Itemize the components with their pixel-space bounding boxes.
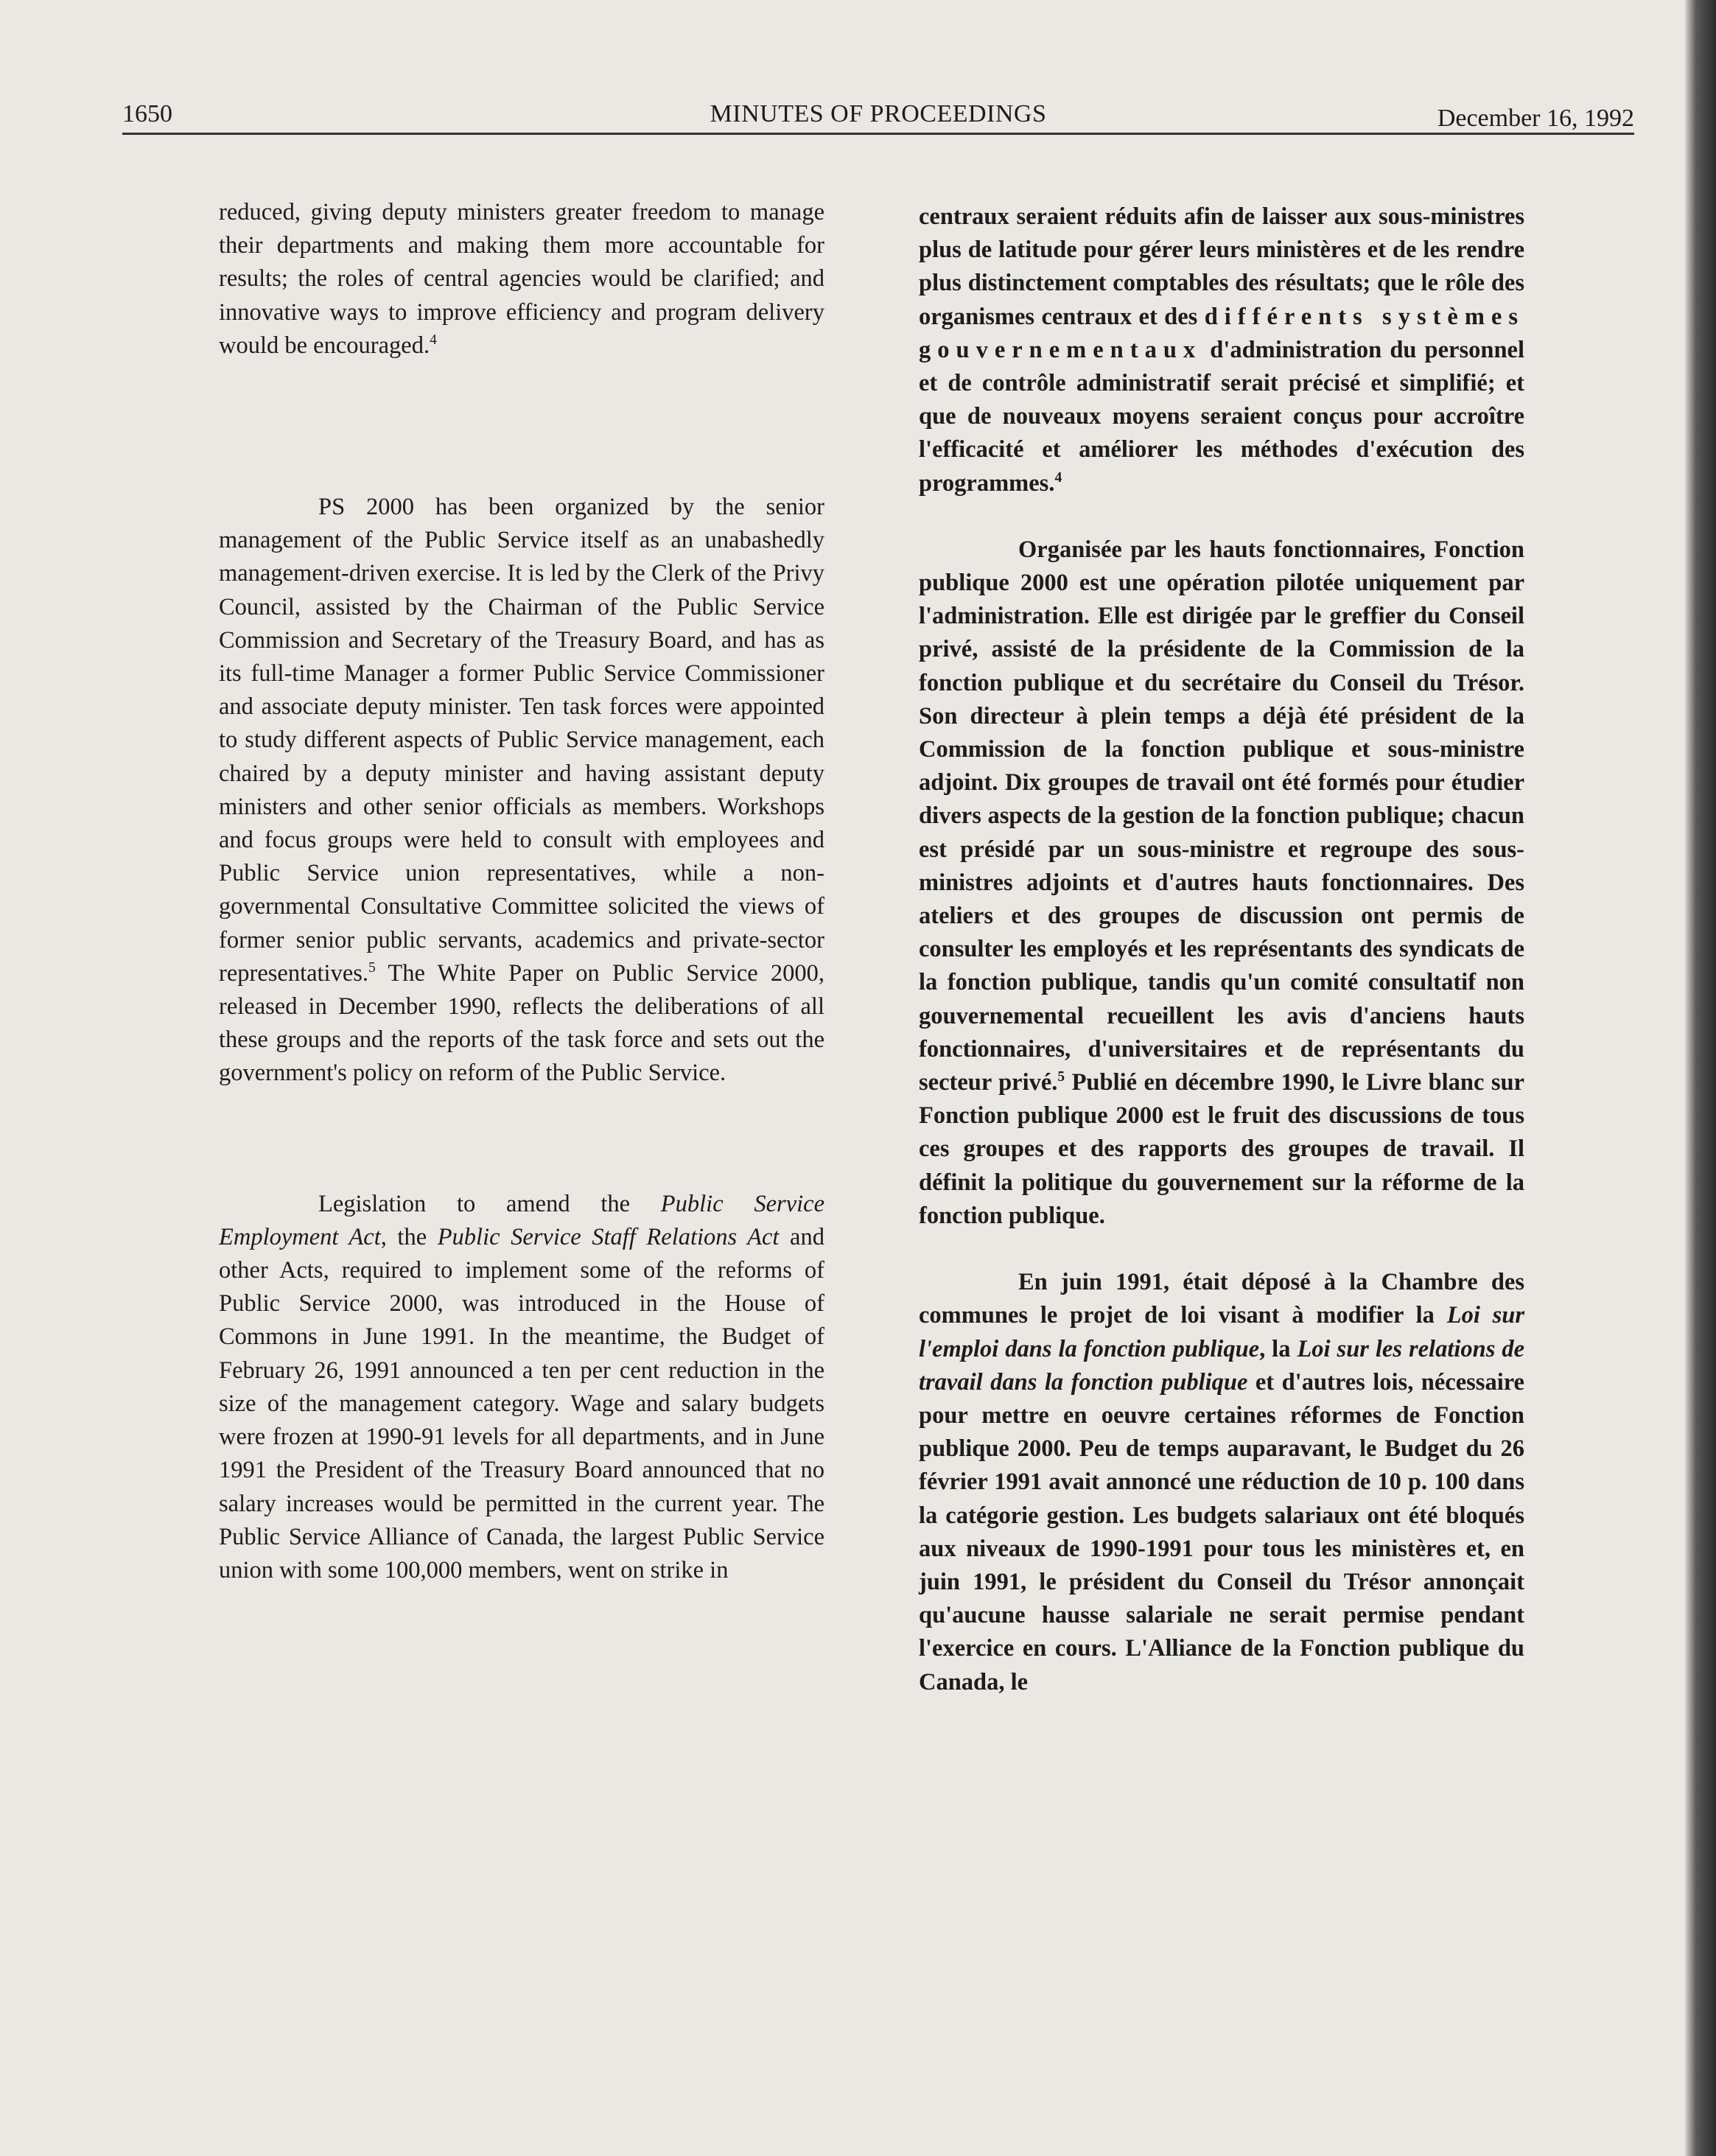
french-column (919, 200, 1524, 1699)
footnote-ref: 5 (1057, 1069, 1065, 1085)
english-paragraph-3: Legislation to amend the Public Service Employment Act, the Public Service Staff Relations Act and other Acts, required to implement some of the reforms of Public Service 2000, was introduced in the House of Commons in June 1991. In the meantime, the Budget of February 26, 1991 announced a ten per cent reduction in the size of the management category. Wage and salary budgets were frozen at 1990-91 levels for all departments, and in June 1991 the President of the Treasury Board announced that no salary increases would be permitted in the current year. The Public Service Alliance of Canada, the largest Public Service union with some 100,000 members, went on strike in (219, 1190, 824, 1583)
page-number: 1650 (122, 100, 172, 127)
paragraph-gap (219, 1091, 824, 1188)
act-title: Loi sur les relations de travail dans la fonction publique (919, 1335, 1525, 1396)
english-column (219, 196, 824, 1587)
header-date: December 16, 1992 (1437, 105, 1634, 132)
paragraph-gap (919, 500, 1524, 533)
act-title: Loi sur l'emploi dans la fonction publique (919, 1302, 1525, 1362)
french-paragraph-3: En juin 1991, était déposé à la Chambre des communes le projet de loi visant à modifier la Loi sur l'emploi dans la fonction publique, la Loi sur les relations de travail dans la fonction publique et d'autres lois, nécessaire pour mettre en oeuvre certaines réformes de Fonction publique 2000. Peu de temps auparavant, le Budget du 26 février 1991 avait annoncé une réduction de 10 p. 100 dans la catégorie gestion. Les budgets salariaux ont été bloqués aux niveaux de 1990-1991 pour tous les ministères et, en juin 1991, le président du Conseil du Trésor annonçait qu'aucune hausse salariale ne serait permise pendant l'exercice en cours. L'Alliance de la Fonction publique du Canada, le (919, 1269, 1525, 1695)
paragraph-gap (219, 363, 824, 491)
english-paragraph-1: reduced, giving deputy ministers greater freedom to manage their departments and making them more accountable for results; the roles of central agencies would be clarified; and innovative ways to improve efficiency and program delivery would be encouraged.$^4$ (219, 199, 824, 359)
french-paragraph-2: Organisée par les hauts fonctionnaires, Fonction publique 2000 est une opération pilotée uniquement par l'administration. Elle est dirigée par le greffier du Conseil privé, assisté de la présidente de la Commission de la fonction publique et du secrétaire du Conseil du Trésor. Son directeur à plein temps a déjà été président de la Commission de la fonction publique et sous-ministre adjoint. Dix groupes de travail ont été formés pour étudier divers aspects de la gestion de la fonction publique; chacun est présidé par un sous-ministre et regroupe des sous-ministres adjoints et d'autres hauts fonctionnaires. Des ateliers et des groupes de discussion ont permis de consulter les employés et les représentants des syndicats de la fonction publique, tandis qu'un comité consultatif non gouvernemental recueillent les avis d'anciens hauts fonctionnaires, d'universitaires et de représentants du secteur privé.$^5$ Publié en décembre 1990, le Livre blanc sur Fonction publique 2000 est le fruit des discussions de tous ces groupes et des rapports des groupes de travail. Il définit la politique du gouvernement sur la réforme de la fonction publique. (919, 536, 1524, 1229)
footnote-ref: 5 (368, 960, 376, 976)
act-title: Public Service Staff Relations Act (437, 1223, 780, 1250)
running-title: MINUTES OF PROCEEDINGS (710, 100, 1047, 127)
footnote-ref: 4 (1054, 469, 1062, 486)
footnote-ref: 4 (430, 332, 437, 348)
page-edge-shadow (1685, 0, 1716, 2156)
french-paragraph-1: centraux seraient réduits afin de laisser aux sous-ministres plus de latitude pour gérer leurs ministères et de les rendre plus distinctement comptables des résultats; que le rôle des organismes centraux et des différents systèmes gouvernementaux d'administration du personnel et de contrôle administratif serait précisé et simplifié; et que de nouveaux moyens seraient conçus pour accroître l'efficacité et améliorer les méthodes d'exécution des programmes.$^4$ (919, 203, 1524, 497)
page-header (122, 100, 1634, 136)
paragraph-gap (919, 1233, 1524, 1266)
header-rule (122, 133, 1634, 135)
english-paragraph-2: PS 2000 has been organized by the senior management of the Public Service itself as an unabashedly management-driven exercise. It is led by the Clerk of the Privy Council, assisted by the Chairman of the Public Service Commission and Secretary of the Treasury Board, and has as its full-time Manager a former Public Service Commissioner and associate deputy minister. Ten task forces were appointed to study different aspects of Public Service management, each chaired by a deputy minister and having assistant deputy ministers and other senior officials as members. Workshops and focus groups were held to consult with employees and Public Service union representatives, while a non-governmental Consultative Committee solicited the views of former senior public servants, academics and private-sector representatives.$^5$ The White Paper on Public Service 2000, released in December 1990, reflects the deliberations of all these groups and the reports of the task force and sets out the government's policy on reform of the Public Service. (219, 494, 824, 1087)
act-title: Public Service Employment Act (219, 1190, 824, 1250)
